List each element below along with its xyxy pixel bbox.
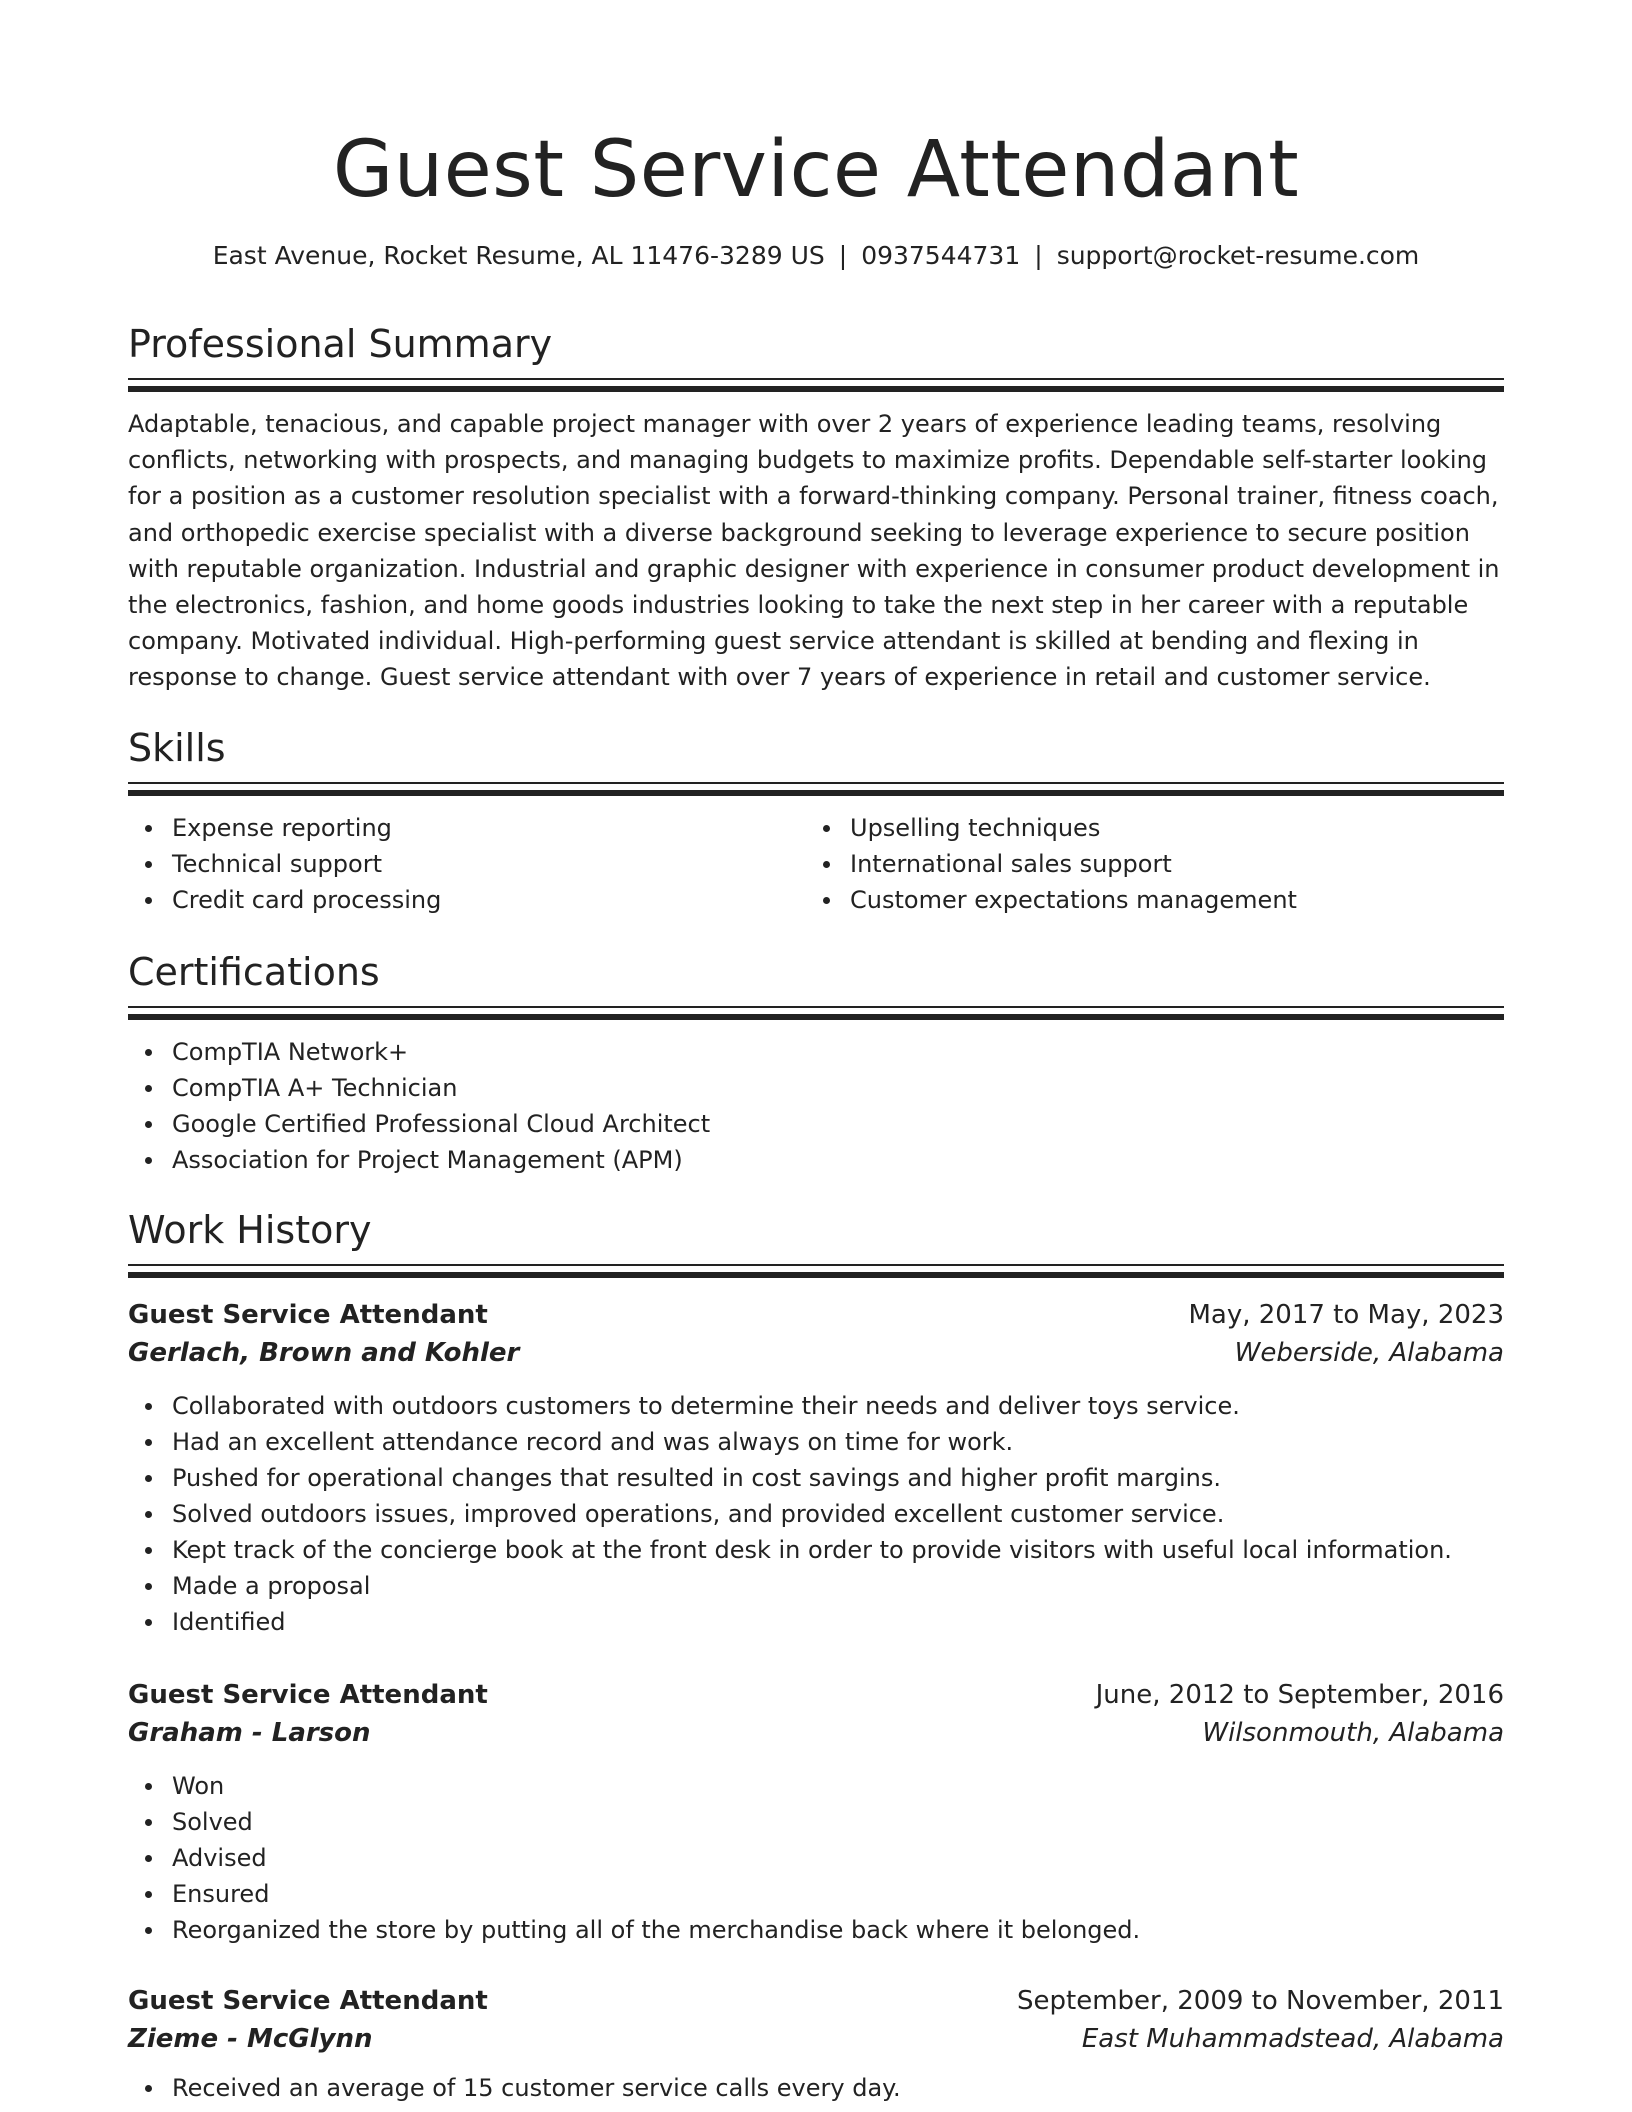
summary-title: Professional Summary bbox=[128, 322, 553, 366]
work-history-title: Work History bbox=[128, 1208, 372, 1252]
job-entry bbox=[128, 1982, 1504, 2106]
job-bullet: Pushed for operational changes that resulted in cost savings and higher profit margins. bbox=[128, 1460, 1504, 1496]
job-header bbox=[128, 1296, 1504, 1334]
certifications-list bbox=[128, 1034, 1504, 1178]
job-subheader bbox=[128, 1334, 1504, 1372]
job-location: Weberside, Alabama bbox=[1234, 1338, 1504, 1368]
job-bullet: Made a proposal bbox=[128, 1568, 1504, 1604]
job-bullet: Identified bbox=[128, 1604, 1504, 1640]
skill-item: International sales support bbox=[806, 846, 1484, 882]
section-divider bbox=[128, 1264, 1504, 1278]
job-bullets bbox=[128, 2070, 1504, 2106]
job-location: Wilsonmouth, Alabama bbox=[1202, 1718, 1504, 1748]
job-bullet: Reorganized the store by putting all of the merchandise back where it belonged. bbox=[128, 1912, 1504, 1948]
skill-item: Customer expectations management bbox=[806, 882, 1484, 918]
job-bullet: Solved outdoors issues, improved operations, and provided excellent customer service. bbox=[128, 1496, 1504, 1532]
resume-name: Guest Service Attendant bbox=[332, 125, 1300, 215]
job-subheader bbox=[128, 2020, 1504, 2058]
skill-item: Technical support bbox=[128, 846, 806, 882]
job-bullet: Received an average of 15 customer service calls every day. bbox=[128, 2070, 1504, 2106]
section-divider bbox=[128, 782, 1504, 796]
skill-item: Credit card processing bbox=[128, 882, 806, 918]
job-location: East Muhammadstead, Alabama bbox=[1081, 2024, 1504, 2054]
skills-columns bbox=[128, 796, 1504, 918]
contact-separator: | bbox=[1034, 241, 1043, 270]
work-history-section bbox=[128, 1206, 1504, 1278]
contact-phone: 0937544731 bbox=[861, 241, 1021, 270]
certifications-title: Certifications bbox=[128, 950, 380, 994]
section-divider bbox=[128, 1006, 1504, 1020]
certification-item: CompTIA A+ Technician bbox=[128, 1070, 1504, 1106]
job-bullet: Advised bbox=[128, 1840, 1504, 1876]
summary-section bbox=[128, 320, 1504, 696]
summary-text: Adaptable, tenacious, and capable project manager with over 2 years of experience leading teams, resolving conflicts, networking with prospects, and managing budgets to maximize profits. Dependable self-starter looking for a position as a customer resolution specialist with a forward-thinking company. Personal trainer, fitness coach, and orthopedic exercise specialist with a diverse background seeking to leverage experience to secure position with reputable organization. Industrial and graphic designer with experience in consumer product development in the electronics, fashion, and home goods industries looking to take the next step in her career with a reputable company. Motivated individual. High-performing guest service attendant is skilled at bending and flexing in response to change. Guest service attendant with over 7 years of experience in retail and customer service. bbox=[128, 410, 1500, 692]
job-bullets bbox=[128, 1388, 1504, 1640]
job-bullet: Had an excellent attendance record and was always on time for work. bbox=[128, 1424, 1504, 1460]
skills-list-right bbox=[806, 810, 1484, 918]
job-dates: June, 2012 to September, 2016 bbox=[1095, 1680, 1504, 1710]
job-title: Guest Service Attendant bbox=[128, 1680, 488, 1710]
skills-list-left bbox=[128, 810, 806, 918]
job-header bbox=[128, 1982, 1504, 2020]
job-entry bbox=[128, 1676, 1504, 1948]
skills-title: Skills bbox=[128, 726, 226, 770]
job-company: Graham - Larson bbox=[128, 1718, 371, 1748]
certification-item: Google Certified Professional Cloud Architect bbox=[128, 1106, 1504, 1142]
job-subheader bbox=[128, 1714, 1504, 1752]
skill-item: Expense reporting bbox=[128, 810, 806, 846]
job-dates: September, 2009 to November, 2011 bbox=[1017, 1986, 1504, 2016]
certification-item: Association for Project Management (APM) bbox=[128, 1142, 1504, 1178]
contact-separator: | bbox=[838, 241, 848, 270]
contact-email: support@rocket-resume.com bbox=[1056, 241, 1420, 270]
job-bullet: Kept track of the concierge book at the front desk in order to provide visitors with useful local information. bbox=[128, 1532, 1504, 1568]
job-dates: May, 2017 to May, 2023 bbox=[1188, 1300, 1504, 1330]
job-entry bbox=[128, 1296, 1504, 1640]
skill-item: Upselling techniques bbox=[806, 810, 1484, 846]
skills-section bbox=[128, 724, 1504, 918]
job-company: Gerlach, Brown and Kohler bbox=[128, 1338, 520, 1368]
certification-item: CompTIA Network+ bbox=[128, 1034, 1504, 1070]
job-title: Guest Service Attendant bbox=[128, 1300, 488, 1330]
job-bullets bbox=[128, 1768, 1504, 1948]
job-bullet: Won bbox=[128, 1768, 1504, 1804]
job-company: Zieme - McGlynn bbox=[128, 2024, 373, 2054]
job-bullet: Solved bbox=[128, 1804, 1504, 1840]
contact-line bbox=[128, 238, 1504, 274]
job-bullet: Collaborated with outdoors customers to determine their needs and deliver toys service. bbox=[128, 1388, 1504, 1424]
section-divider bbox=[128, 378, 1504, 392]
job-title: Guest Service Attendant bbox=[128, 1986, 488, 2016]
certifications-section bbox=[128, 948, 1504, 1178]
job-header bbox=[128, 1676, 1504, 1714]
job-bullet: Ensured bbox=[128, 1876, 1504, 1912]
contact-address: East Avenue, Rocket Resume, AL 11476-3289 US bbox=[212, 241, 825, 270]
